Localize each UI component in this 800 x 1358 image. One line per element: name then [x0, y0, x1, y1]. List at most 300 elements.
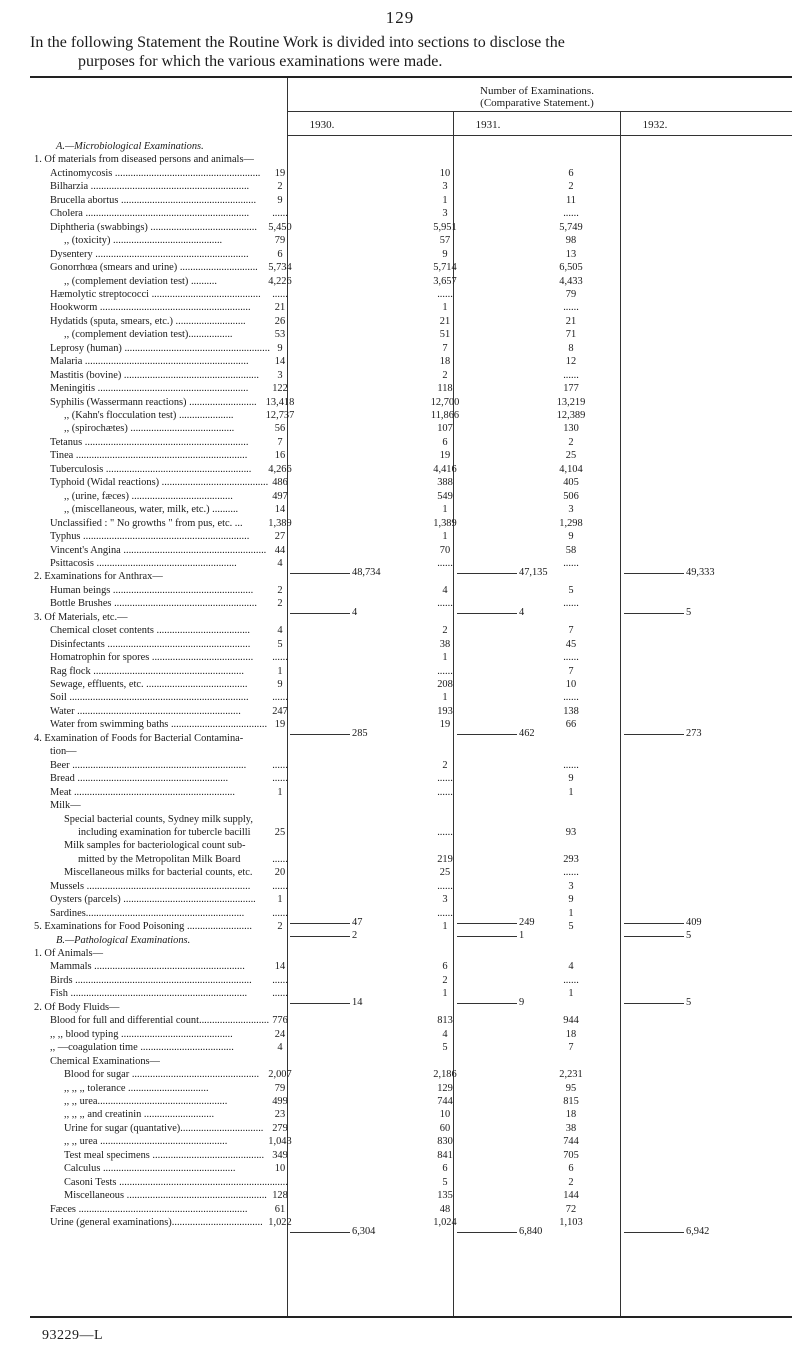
- row-label: Fæces .................................................................: [50, 1203, 248, 1215]
- cell-1930: ......: [272, 1176, 288, 1188]
- cell-1931: 1: [442, 921, 448, 933]
- cell-1930: 14: [274, 504, 286, 516]
- cell-1932: 3: [568, 504, 574, 516]
- cell-1930: 19: [274, 167, 286, 179]
- table-row: [0, 168, 800, 179]
- table-row: [0, 437, 800, 448]
- cell-1930: ......: [272, 652, 288, 664]
- table-row: [0, 854, 800, 865]
- cell-1932: 95: [565, 1082, 577, 1094]
- table-row: [0, 894, 800, 905]
- table-row: [0, 666, 800, 677]
- table-row: [0, 1083, 800, 1094]
- cell-1931: 19: [439, 450, 451, 462]
- cell-1932: 11: [565, 194, 576, 206]
- row-label: Calculus ...................................................: [64, 1163, 236, 1175]
- cell-1931: 1,024: [433, 1217, 457, 1228]
- row-label: Cholera ...............................................................: [50, 208, 250, 220]
- cell-1930: 79: [274, 235, 286, 247]
- cell-1932: 98: [565, 235, 577, 247]
- cell-1932: 506: [563, 490, 579, 502]
- row-label: ,, (complement deviation test).................: [64, 329, 233, 341]
- table-row: [0, 1069, 800, 1080]
- cell-1931: 21: [439, 315, 451, 327]
- cell-1930: 56: [274, 423, 286, 435]
- section-heading: 2. Examinations for Anthrax—: [34, 571, 163, 583]
- cell-1932: 5: [568, 921, 574, 933]
- subtotal-rule: [624, 1232, 684, 1233]
- subtotal-rule: [457, 1232, 517, 1233]
- cell-1932: 4,104: [559, 463, 583, 475]
- table-row: [0, 1150, 800, 1161]
- cell-1930: ......: [272, 692, 288, 704]
- cell-1932: ......: [563, 759, 579, 771]
- row-label: Water from swimming baths .....................................: [50, 719, 268, 731]
- cell-1932: ......: [563, 208, 579, 220]
- row-label: Bilharzia .............................................................: [50, 181, 250, 193]
- column-group-header: [287, 85, 787, 109]
- intro-paragraph: [30, 33, 790, 71]
- cell-1931: 48: [439, 1203, 451, 1215]
- cell-1930: 4: [277, 1042, 283, 1054]
- cell-1930: ......: [272, 988, 288, 1000]
- table-bottom-rule: [30, 1316, 792, 1318]
- cell-1930: 5,450: [268, 221, 292, 233]
- table-row: [0, 961, 800, 972]
- cell-1930: 13,418: [265, 396, 295, 408]
- table-row: [0, 935, 800, 946]
- section-heading: 4. Examination of Foods for Bacterial Contamina-: [34, 732, 244, 744]
- table-row: [0, 450, 800, 461]
- cell-1931: 6: [442, 1163, 448, 1175]
- subtotal-1932: 49,333: [686, 566, 715, 578]
- row-label: Hydatids (sputa, smears, etc.) ...........................: [50, 315, 246, 327]
- subtotal-1930: 6,304: [352, 1226, 376, 1237]
- cell-1930: 2: [277, 598, 283, 610]
- cell-1930: 1: [277, 894, 283, 906]
- row-label: Tuberculosis ........................................................: [50, 463, 252, 475]
- table-row: [0, 276, 800, 287]
- subtotal-1931: 462: [519, 728, 535, 740]
- row-label: Tinea ..................................................................: [50, 450, 248, 462]
- section-heading: tion—: [50, 746, 77, 758]
- row-label: Test meal specimens ...........................................: [64, 1149, 265, 1161]
- cell-1930: ......: [272, 759, 288, 771]
- table-row: [0, 1015, 800, 1026]
- cell-1930: 61: [274, 1203, 286, 1215]
- row-label: ,, (complement deviation test) ..........: [64, 275, 217, 287]
- cell-1932: 71: [565, 329, 577, 341]
- table-row: [0, 1029, 800, 1040]
- table-row: [0, 787, 800, 798]
- row-label: Special bacterial counts, Sydney milk supply,: [64, 813, 253, 825]
- cell-1931: 5,951: [433, 221, 457, 233]
- cell-1930: 14: [274, 356, 286, 368]
- cell-1931: 7: [442, 342, 448, 354]
- cell-1932: 25: [565, 450, 577, 462]
- cell-1930: 279: [272, 1122, 288, 1134]
- cell-1930: 499: [272, 1095, 288, 1107]
- cell-1931: 129: [437, 1082, 453, 1094]
- cell-1930: 10: [274, 1163, 286, 1175]
- cell-1932: 3: [568, 880, 574, 892]
- cell-1931: 5: [442, 1176, 448, 1188]
- cell-1932: 7: [568, 625, 574, 637]
- table-row: [0, 1002, 800, 1013]
- table-row: [0, 867, 800, 878]
- cell-1930: 9: [277, 342, 283, 354]
- section-heading: 3. Of Materials, etc.—: [34, 611, 128, 623]
- row-label: Hookworm ..........................................................: [50, 302, 251, 314]
- cell-1930: 1,389: [268, 517, 292, 529]
- cell-1932: 705: [563, 1149, 579, 1161]
- cell-1932: ......: [563, 557, 579, 569]
- row-label: Diphtheria (swabbings) .........................................: [50, 221, 257, 233]
- cell-1931: 3: [442, 208, 448, 220]
- table-row: [0, 316, 800, 327]
- cell-1932: 93: [565, 826, 577, 838]
- row-label: ,, ,, ,, and creatinin ...........................: [64, 1109, 215, 1121]
- cell-1930: 9: [277, 679, 283, 690]
- cell-1931: 9: [442, 248, 448, 260]
- row-label: ,, (Kahn's flocculation test) .....................: [64, 410, 234, 421]
- section-heading: 1. Of Animals—: [34, 948, 103, 959]
- cell-1930: ......: [272, 853, 288, 865]
- cell-1930: ......: [272, 773, 288, 785]
- table-row: [0, 692, 800, 703]
- intro-line-2: purposes for which the various examinations were made.: [78, 53, 443, 70]
- cell-1930: 53: [274, 329, 286, 341]
- cell-1931: 51: [439, 329, 451, 341]
- row-label: Beer ...................................................................: [50, 759, 247, 771]
- cell-1932: 6: [568, 1163, 574, 1175]
- subtotal-1931: 9: [519, 997, 525, 1009]
- row-label: Milk—: [50, 800, 81, 812]
- cell-1932: 405: [563, 477, 579, 489]
- cell-1932: 6,505: [559, 262, 583, 274]
- cell-1930: 16: [274, 450, 286, 462]
- cell-1932: 144: [563, 1190, 579, 1202]
- row-label: Fish ....................................................................: [50, 988, 248, 1000]
- subtotal-1931: 4: [519, 607, 525, 619]
- table-row: [0, 410, 800, 421]
- row-label: ,, ,, blood typing ...........................................: [50, 1028, 233, 1040]
- row-label: mitted by the Metropolitan Milk Board: [78, 853, 241, 865]
- table-row: [0, 639, 800, 650]
- table-row: [0, 262, 800, 273]
- row-label: Brucella abortus ....................................................: [50, 194, 257, 206]
- row-label: Hæmolytic streptococci ..........................................: [50, 288, 261, 300]
- cell-1930: 2: [277, 584, 283, 596]
- cell-1931: 388: [437, 477, 453, 489]
- cell-1932: 13: [565, 248, 577, 260]
- cell-1930: 247: [272, 705, 288, 717]
- cell-1932: 18: [565, 1109, 577, 1121]
- table-row: [0, 222, 800, 233]
- row-label: Chemical closet contents ....................................: [50, 625, 250, 637]
- cell-1931: ......: [437, 557, 453, 569]
- cell-1932: 12,389: [556, 410, 586, 421]
- table-row: [0, 370, 800, 381]
- row-label: ,, ,, urea..................................................: [64, 1095, 228, 1107]
- cell-1932: 2: [568, 1176, 574, 1188]
- table-row: [0, 1190, 800, 1201]
- table-row: [0, 343, 800, 354]
- table-row: [0, 733, 800, 744]
- row-label: Disinfectants .......................................................: [50, 638, 251, 650]
- table-row: [0, 612, 800, 623]
- row-label: Leprosy (human) ........................................................: [50, 342, 270, 354]
- subtotal-1932: 409: [686, 916, 702, 928]
- subtotal-1930: 14: [352, 997, 363, 1009]
- row-label: Chemical Examinations—: [50, 1055, 160, 1067]
- cell-1931: 2: [442, 759, 448, 771]
- cell-1931: 1: [442, 652, 448, 664]
- cell-1931: ......: [437, 665, 453, 677]
- table-row: [0, 504, 800, 515]
- cell-1932: 38: [565, 1122, 577, 1134]
- cell-1931: 1: [442, 692, 448, 704]
- subtotal-1931: 6,840: [519, 1226, 543, 1237]
- cell-1932: 4: [568, 961, 574, 973]
- cell-1932: 4,433: [559, 275, 583, 287]
- cell-1930: 5: [277, 638, 283, 650]
- cell-1931: 1: [442, 988, 448, 1000]
- cell-1930: 20: [274, 867, 286, 879]
- cell-1932: 5,749: [559, 221, 583, 233]
- cell-1932: 18: [565, 1028, 577, 1040]
- subtotal-row: [0, 1226, 800, 1237]
- subtotal-1931: 249: [519, 916, 535, 928]
- section-heading: 5. Examinations for Food Poisoning .........................: [34, 921, 252, 933]
- cell-1931: 208: [437, 679, 453, 690]
- subtotal-1930: 285: [352, 728, 368, 740]
- cell-1931: 12,700: [430, 396, 460, 408]
- row-label: Mussels ...............................................................: [50, 880, 251, 892]
- cell-1930: 9: [277, 194, 283, 206]
- row-label: Urine for sugar (quantative)................................: [64, 1122, 264, 1134]
- cell-1930: 776: [272, 1015, 288, 1027]
- cell-1932: 1: [568, 988, 574, 1000]
- cell-1931: 6: [442, 961, 448, 973]
- cell-1931: 38: [439, 638, 451, 650]
- row-label: Vincent's Angina .......................................................: [50, 544, 267, 556]
- cell-1931: ......: [437, 598, 453, 610]
- cell-1931: ......: [437, 786, 453, 798]
- table-row: [0, 1056, 800, 1067]
- table-row: [0, 827, 800, 838]
- cell-1932: 21: [565, 315, 577, 327]
- cell-1931: 118: [437, 383, 453, 395]
- cell-1930: 4,226: [268, 275, 292, 287]
- cell-1932: 9: [568, 531, 574, 543]
- row-label: Casoni Tests ...........................................................: [64, 1176, 273, 1188]
- row-label: Miscellaneous milks for bacterial counts, etc.: [64, 867, 253, 879]
- subtotal-1931: 47,135: [519, 566, 548, 578]
- cell-1931: 10: [439, 1109, 451, 1121]
- cell-1932: 9: [568, 894, 574, 906]
- row-label: Urine (general examinations)...................................: [50, 1217, 263, 1228]
- table-row: [0, 195, 800, 206]
- cell-1930: 19: [274, 719, 286, 731]
- table-row: [0, 975, 800, 986]
- cell-1931: 6: [442, 436, 448, 448]
- cell-1931: 3,657: [433, 275, 457, 287]
- cell-1931: 1: [442, 302, 448, 314]
- subtotal-1932: 5: [686, 607, 692, 619]
- section-heading: 2. Of Body Fluids—: [34, 1001, 120, 1013]
- cell-1930: 2: [277, 181, 283, 193]
- table-row: [0, 249, 800, 260]
- subtotal-1932: 6,942: [686, 1226, 710, 1237]
- cell-1931: 11,866: [430, 410, 460, 421]
- row-label: Mammals ..........................................................: [50, 961, 245, 973]
- row-label: Malaria ...............................................................: [50, 356, 249, 368]
- cell-1930: 79: [274, 1082, 286, 1094]
- table-row: [0, 800, 800, 811]
- cell-1930: 14: [274, 961, 286, 973]
- row-label: Rag flock ..........................................................: [50, 665, 244, 677]
- cell-1932: 1: [568, 786, 574, 798]
- table-row: [0, 625, 800, 636]
- cell-1931: ......: [437, 826, 453, 838]
- row-label: Bottle Brushes .......................................................: [50, 598, 257, 610]
- cell-1932: 2: [568, 181, 574, 193]
- cell-1932: 58: [565, 544, 577, 556]
- cell-1931: 2,186: [433, 1069, 457, 1081]
- subtotal-1930: 2: [352, 930, 358, 942]
- cell-1932: 293: [563, 853, 579, 865]
- cell-1932: 6: [568, 167, 574, 179]
- row-label: Oysters (parcels) ...................................................: [50, 894, 256, 906]
- row-label: Dysentery ...........................................................: [50, 248, 249, 260]
- cell-1930: 1,043: [268, 1136, 292, 1148]
- subtotal-1932: 5: [686, 997, 692, 1009]
- cell-1931: 70: [439, 544, 451, 556]
- cell-1932: 12: [565, 356, 577, 368]
- cell-1931: 549: [437, 490, 453, 502]
- cell-1930: 21: [274, 302, 286, 314]
- row-label: ,, (spirochætes) ........................................: [64, 423, 235, 435]
- cell-1930: 2,007: [268, 1069, 292, 1081]
- cell-1931: 135: [437, 1190, 453, 1202]
- section-title: B.—Pathological Examinations.: [56, 934, 191, 946]
- cell-1932: 7: [568, 1042, 574, 1054]
- cell-1932: ......: [563, 369, 579, 381]
- table-row: [0, 1177, 800, 1188]
- row-label: including examination for tubercle bacilli: [78, 826, 251, 838]
- row-label: ,, ,, ,, tolerance ...............................: [64, 1082, 209, 1094]
- cell-1931: 107: [437, 423, 453, 435]
- cell-1930: 27: [274, 531, 286, 543]
- cell-1930: 497: [272, 490, 288, 502]
- subtotal-1932: 5: [686, 930, 692, 942]
- table-row: [0, 491, 800, 502]
- row-label: Human beings ......................................................: [50, 584, 254, 596]
- row-label: Bread ..........................................................: [50, 773, 229, 785]
- cell-1930: 3: [277, 369, 283, 381]
- row-label: Birds ....................................................................: [50, 974, 252, 986]
- year-header-rule-bottom: [287, 135, 792, 136]
- cell-1930: 6: [277, 248, 283, 260]
- cell-1931: 4: [442, 584, 448, 596]
- cell-1932: 66: [565, 719, 577, 731]
- cell-1931: 1,389: [433, 517, 457, 529]
- cell-1931: 1: [442, 504, 448, 516]
- table-row: [0, 531, 800, 542]
- cell-1932: 815: [563, 1095, 579, 1107]
- cell-1931: ......: [437, 907, 453, 919]
- cell-1930: 1,022: [268, 1217, 292, 1228]
- cell-1931: 2: [442, 625, 448, 637]
- table-row: [0, 383, 800, 394]
- table-row: [0, 329, 800, 340]
- row-label: ,, (toxicity) ..........................................: [64, 235, 223, 247]
- cell-1932: 72: [565, 1203, 577, 1215]
- row-label: Typhoid (Widal reactions) .........................................: [50, 477, 269, 489]
- cell-1931: 3: [442, 894, 448, 906]
- cell-1930: 24: [274, 1028, 286, 1040]
- cell-1931: 841: [437, 1149, 453, 1161]
- cell-1932: 2,231: [559, 1069, 583, 1081]
- cell-1932: 1,298: [559, 517, 583, 529]
- table-row: [0, 585, 800, 596]
- cell-1930: ......: [272, 208, 288, 220]
- row-label: Blood for full and differential count...........................: [50, 1015, 270, 1027]
- cell-1931: 2: [442, 974, 448, 986]
- cell-1931: 3: [442, 181, 448, 193]
- cell-1932: 8: [568, 342, 574, 354]
- cell-1932: 10: [565, 679, 577, 690]
- table-row: [0, 746, 800, 757]
- table-row: [0, 1123, 800, 1134]
- table-row: [0, 235, 800, 246]
- cell-1931: 60: [439, 1122, 451, 1134]
- table-row: [0, 1136, 800, 1147]
- cell-1930: 122: [272, 383, 288, 395]
- table-row: [0, 208, 800, 219]
- cell-1931: ......: [437, 288, 453, 300]
- cell-1931: 813: [437, 1015, 453, 1027]
- cell-1932: 944: [563, 1015, 579, 1027]
- table-row: [0, 477, 800, 488]
- cell-1931: 4,416: [433, 463, 457, 475]
- table-row: [0, 1096, 800, 1107]
- row-label: Actinomycosis ........................................................: [50, 167, 261, 179]
- cell-1932: 1: [568, 907, 574, 919]
- subtotal-1930: 4: [352, 607, 358, 619]
- cell-1930: 4: [277, 625, 283, 637]
- cell-1932: 5: [568, 584, 574, 596]
- table-row: [0, 948, 800, 959]
- year-1930-header: 1930.: [309, 119, 335, 131]
- row-label: Meat ..............................................................: [50, 786, 236, 798]
- cell-1932: ......: [563, 652, 579, 664]
- table-row: [0, 423, 800, 434]
- row-label: Gonorrhœa (smears and urine) ..............................: [50, 262, 258, 274]
- table-row: [0, 760, 800, 771]
- table-row: [0, 1204, 800, 1215]
- cell-1932: ......: [563, 974, 579, 986]
- year-header-rule-top: [287, 111, 792, 112]
- table-row: [0, 545, 800, 556]
- cell-1932: 1,103: [559, 1217, 583, 1228]
- row-label: Sardines.............................................................: [50, 907, 245, 919]
- row-label: Typhus ................................................................: [50, 531, 250, 543]
- cell-1931: 18: [439, 356, 451, 368]
- column-group-title: Number of Examinations.: [480, 85, 594, 97]
- row-label: ,, (urine, fæces) .......................................: [64, 490, 233, 502]
